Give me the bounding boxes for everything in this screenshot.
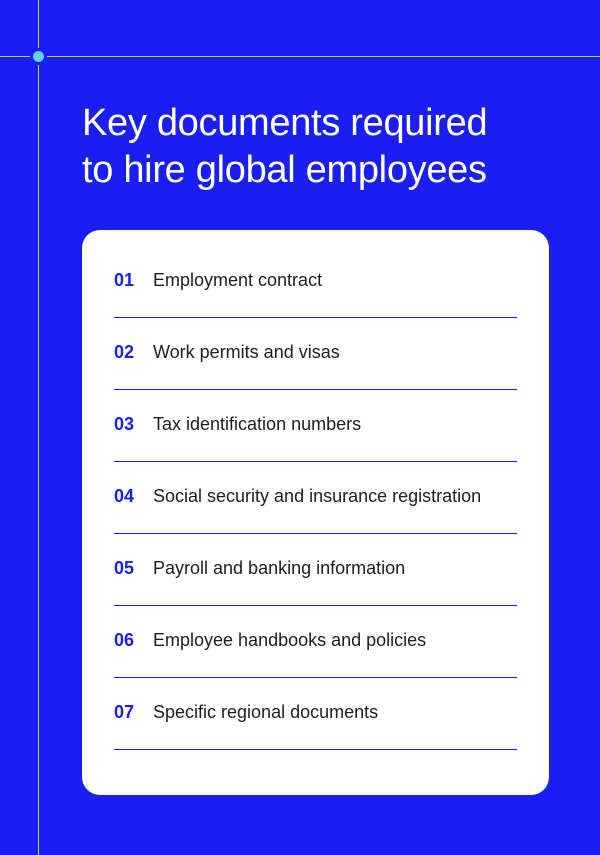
list-item xyxy=(114,318,517,390)
item-label: Tax identification numbers xyxy=(153,414,362,434)
documents-list xyxy=(114,246,517,750)
list-item xyxy=(114,462,517,534)
item-label: Employee handbooks and policies xyxy=(153,630,427,650)
item-number: 07 xyxy=(114,702,135,722)
item-label: Specific regional documents xyxy=(153,702,379,722)
guide-dot-marker xyxy=(33,51,44,62)
list-item xyxy=(114,534,517,606)
item-number: 05 xyxy=(114,558,135,578)
item-number: 02 xyxy=(114,342,135,362)
horizontal-guide-line xyxy=(0,56,600,57)
item-number: 03 xyxy=(114,414,135,434)
list-item xyxy=(114,606,517,678)
title-line-1: Key documents required xyxy=(82,102,488,144)
list-item xyxy=(114,678,517,750)
item-label: Work permits and visas xyxy=(153,342,340,362)
title-line-2: to hire global employees xyxy=(82,149,487,191)
item-number: 04 xyxy=(114,486,135,506)
list-item xyxy=(114,390,517,462)
item-label: Social security and insurance registration xyxy=(153,486,482,506)
documents-card xyxy=(82,230,549,795)
item-label: Payroll and banking information xyxy=(153,558,406,578)
item-number: 01 xyxy=(114,270,135,290)
item-label: Employment contract xyxy=(153,270,323,290)
item-number: 06 xyxy=(114,630,135,650)
vertical-guide-line xyxy=(38,0,39,855)
page-title xyxy=(82,100,562,194)
list-item xyxy=(114,246,517,318)
